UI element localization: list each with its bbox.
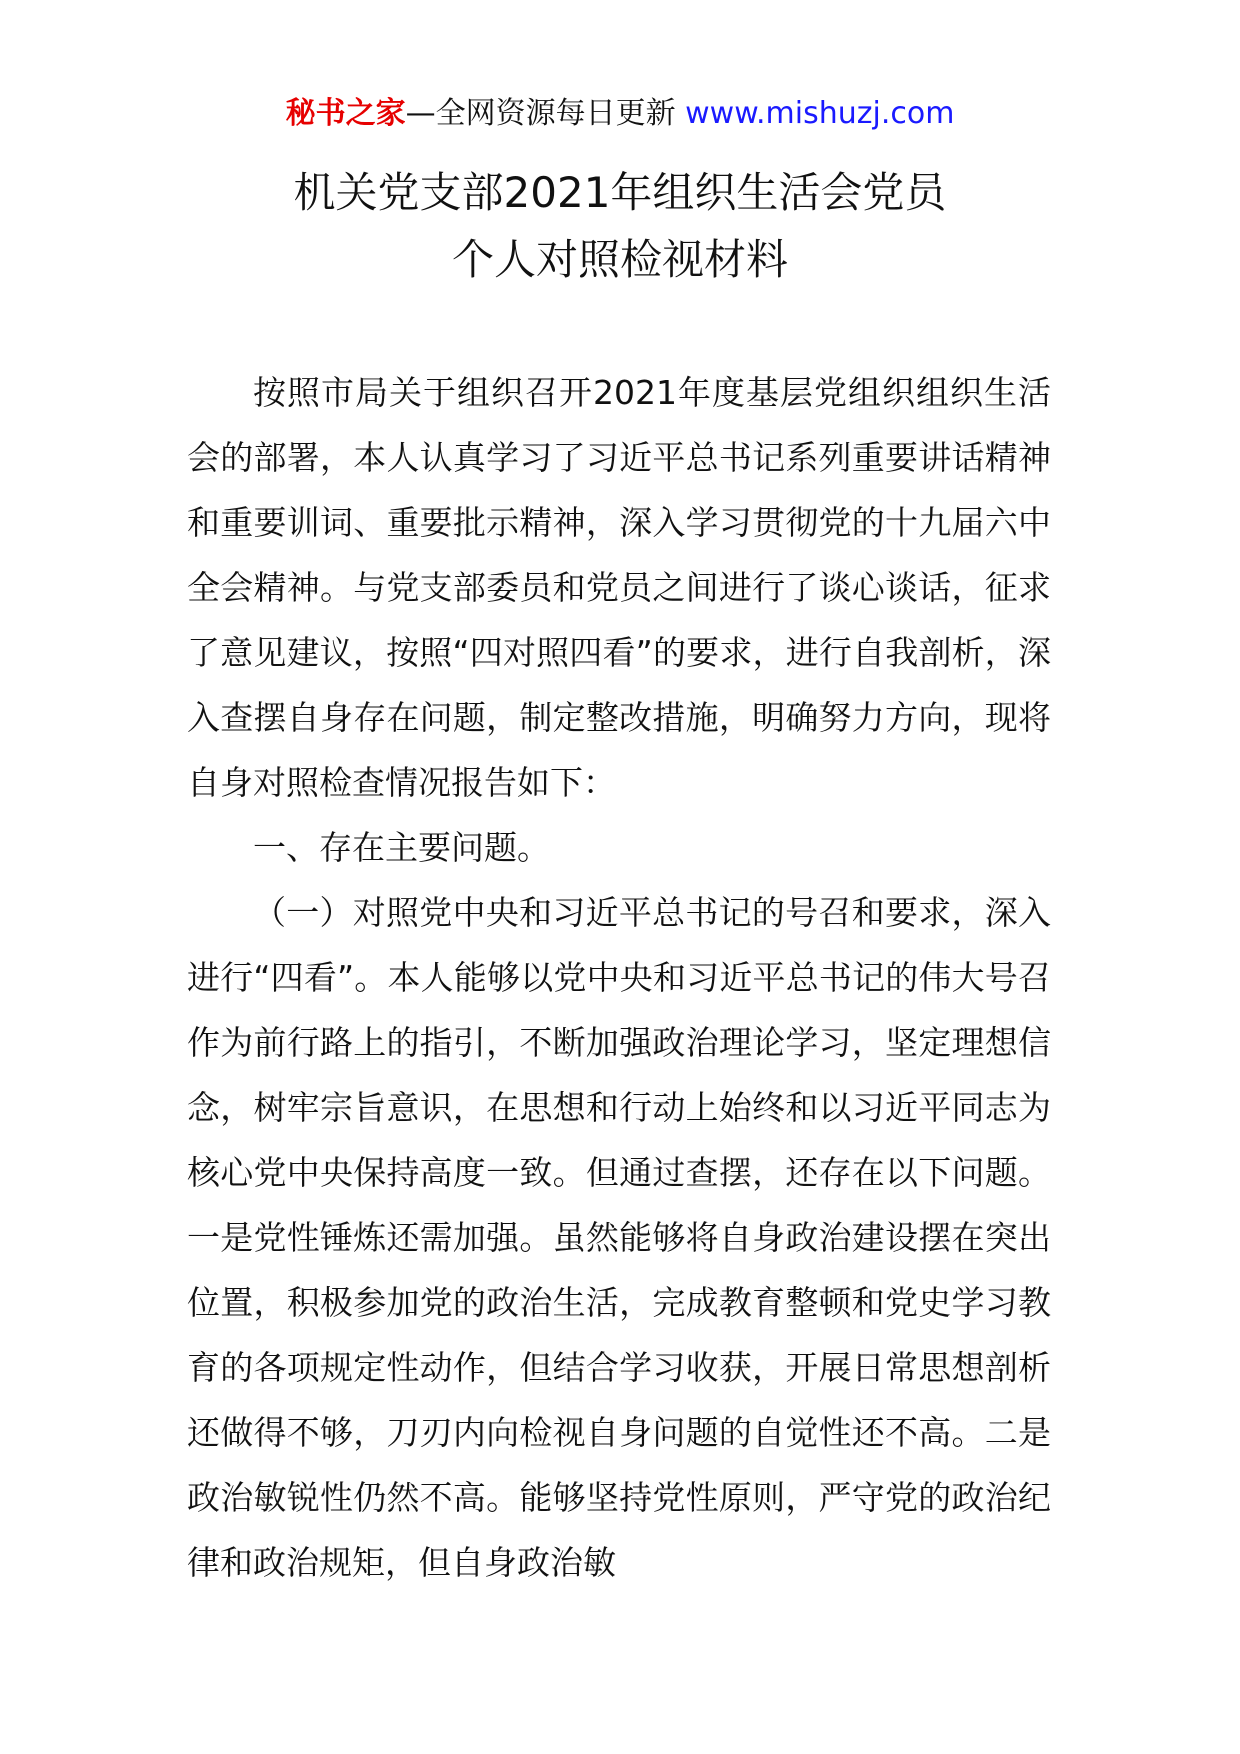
document-body bbox=[187, 360, 1051, 1595]
header-tagline: —全网资源每日更新 bbox=[405, 96, 686, 131]
brand-name: 秘书之家 bbox=[285, 96, 406, 131]
site-url-link[interactable]: www.mishuzj.com bbox=[685, 96, 955, 131]
intro-paragraph: 按照市局关于组织召开2021年度基层党组织组织生活会的部署，本人认真学习了习近平总书记系列重要讲话精神和重要训词、重要批示精神，深入学习贯彻党的十九届六中全会精神。与党支部委员和党员之间进行了谈心谈话，征求了意见建议，按照“四对照四看”的要求，进行自我剖析，深入查摆自身存在问题，制定整改措施，明确努力方向，现将自身对照检查情况报告如下： bbox=[187, 373, 1051, 802]
document-title-line-2: 个人对照检视材料 bbox=[451, 235, 788, 284]
issue-paragraph: （一）对照党中央和习近平总书记的号召和要求，深入进行“四看”。本人能够以党中央和习近平总书记的伟大号召作为前行路上的指引，不断加强政治理论学习，坚定理想信念，树牢宗旨意识，在思想和行动上始终和以习近平同志为核心党中央保持高度一致。但通过查摆，还存在以下问题。一是党性锤炼还需加强。虽然能够将自身政治建设摆在突出位置，积极参加党的政治生活，完成教育整顿和党史学习教育的各项规定性动作，但结合学习收获，开展日常思想剖析还做得不够，刀刃内向检视自身问题的自觉性还不高。二是政治敏锐性仍然不高。能够坚持党性原则，严守党的政治纪律和政治规矩，但自身政治敏 bbox=[187, 893, 1051, 1582]
watermark-header bbox=[0, 94, 1240, 134]
section-heading: 一、存在主要问题。 bbox=[253, 828, 550, 867]
document-title-line-1: 机关党支部2021年组织生活会党员 bbox=[293, 168, 947, 217]
